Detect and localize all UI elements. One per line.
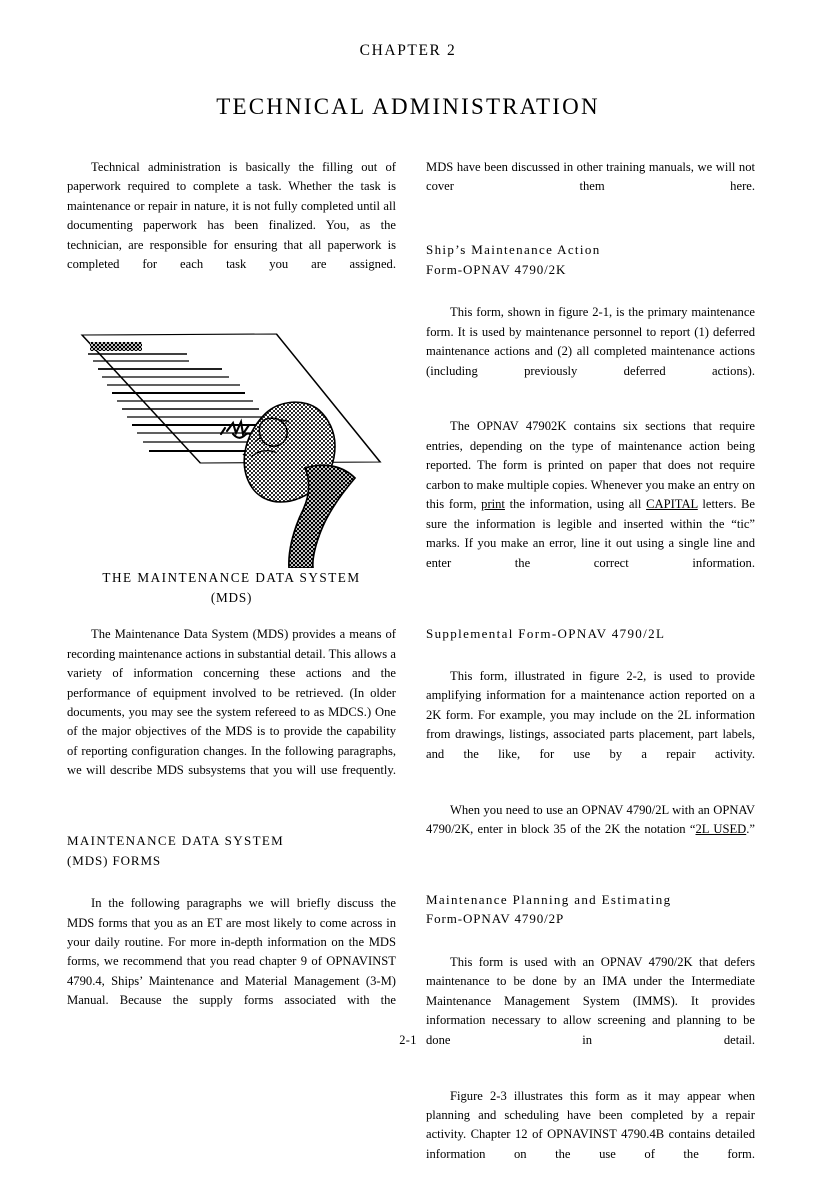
paragraph-mds-overview: The Maintenance Data System (MDS) provides a means of recording maintenance actions in substantial detail. This allows a variety of information concerning these actions and the performance of equipment involved to be retrieved. (In older documents, you may see the system refereed to as MDCS.) One of the major objectives of the MDS is to provide the capability of reporting configuration changes. In the following paragraphs, we will describe MDS subsystems that you will use frequently. xyxy=(67,627,396,778)
spacer xyxy=(426,929,755,953)
heading-mds-forms-line2: (MDS) FORMS xyxy=(67,852,162,868)
paragraph-2p-usage: This form is used with an OPNAV 4790/2K that defers maintenance to be done by an IMA under the Intermediate Maintenance Management System (IMMS). It provides information necessary to allow screening and planning to be done in detail. xyxy=(426,954,755,1047)
paragraph-intro: Technical administration is basically the filling out of paperwork required to complete a task. Whether the task is maintenance or repair in nature, it is not fully completed until all documenting paperwork has been finalized. You, as the technician, are responsible for ensuring that all paperwork is completed for each task you are assigned. xyxy=(67,160,396,272)
paragraph-2l-notation-part1: When you need to use an OPNAV 4790/2L with an OPNAV 4790/2K, enter in block 35 of the 2K the notation “ xyxy=(426,802,755,837)
left-column xyxy=(67,158,396,1030)
heading-form-2l xyxy=(426,624,755,643)
emphasis-print: print xyxy=(481,497,505,512)
heading-mds-forms xyxy=(67,831,396,870)
chapter-label: CHAPTER 2 xyxy=(359,42,457,59)
spacer xyxy=(67,608,396,625)
spacer xyxy=(426,216,755,240)
spacer xyxy=(67,870,396,894)
page-title: TECHNICAL ADMINISTRATION xyxy=(216,94,600,119)
paragraph-2l-notation-part2: .” xyxy=(746,822,755,837)
hand-writing-illustration xyxy=(67,316,396,568)
heading-form-2k-line1: Ship’s Maintenance Action xyxy=(426,242,601,258)
heading-form-2p xyxy=(426,890,755,929)
emphasis-2l-used: 2L USED xyxy=(695,822,747,837)
figure-caption xyxy=(67,568,396,608)
emphasis-capital: CAPITAL xyxy=(646,497,698,512)
right-column xyxy=(426,158,755,1184)
spacer xyxy=(426,279,755,303)
figure-caption-line2: (MDS) xyxy=(210,590,253,606)
spacer xyxy=(426,593,755,624)
spacer xyxy=(426,859,755,890)
paragraph-2k-sections-part1: The OPNAV 47902K contains six sections that require entries, depending on the type of maintenance action being reported. The form is printed on paper that does not require carbon to make multiple copies. Whenever you make an entry on this form, xyxy=(426,419,755,512)
heading-form-2k xyxy=(426,240,755,279)
paragraph-2k-sections-part3: letters. Be sure the information is legible and inserted within the “tic” marks. If you make an error, line it out using a single line and enter the correct information. xyxy=(426,497,755,570)
spacer xyxy=(426,643,755,667)
heading-mds-forms-line1: MAINTENANCE DATA SYSTEM xyxy=(67,833,285,849)
page-number: 2-1 xyxy=(399,1033,417,1047)
paragraph-2p-figure: Figure 2-3 illustrates this form as it may appear when planning and scheduling have been completed by a repair activity. Chapter 12 of OPNAVINST 4790.4B contains detailed information on the use of the form. xyxy=(426,1088,755,1161)
paragraph-2l-notation xyxy=(426,801,755,859)
paragraph-mds-forms: In the following paragraphs we will briefly discuss the MDS forms that you as an ET are most likely to come across in your daily routine. For more in-depth information on the MDS forms, we recommend that you read chapter 9 of OPNAVINST 4790.4, Ships’ Maintenance and Material Management (3-M) Manual. Because the supply forms associated with the xyxy=(67,896,396,1008)
figure-caption-line1: THE MAINTENANCE DATA SYSTEM xyxy=(102,570,361,586)
heading-form-2p-line2: Form-OPNAV 4790/2P xyxy=(426,911,565,927)
figure-hand-writing-form xyxy=(67,316,396,568)
heading-form-2l-line1: Supplemental Form-OPNAV 4790/2L xyxy=(426,625,666,641)
paragraph-2k-sections-part2: the information, using all xyxy=(504,497,647,512)
heading-form-2p-line1: Maintenance Planning and Estimating xyxy=(426,892,672,907)
paragraph-2k-primary: This form, shown in figure 2-1, is the primary maintenance form. It is used by maintenance personnel to report (1) deferred maintenance actions and (2) all completed maintenance actions (including previously deferred actions). xyxy=(426,305,755,378)
spacer xyxy=(67,800,396,831)
paragraph-continuation: MDS have been discussed in other training manuals, we will not cover them here. xyxy=(426,160,755,194)
paragraph-2k-sections xyxy=(426,417,755,592)
heading-form-2k-line2: Form-OPNAV 4790/2K xyxy=(426,261,567,277)
paragraph-2l-amplifying: This form, illustrated in figure 2-2, is used to provide amplifying information for a maintenance action reported on a 2K form. For example, you may include on the 2L information from drawings, listings, associated parts placement, part labels, and the like, for use by a repair activity. xyxy=(426,668,755,761)
